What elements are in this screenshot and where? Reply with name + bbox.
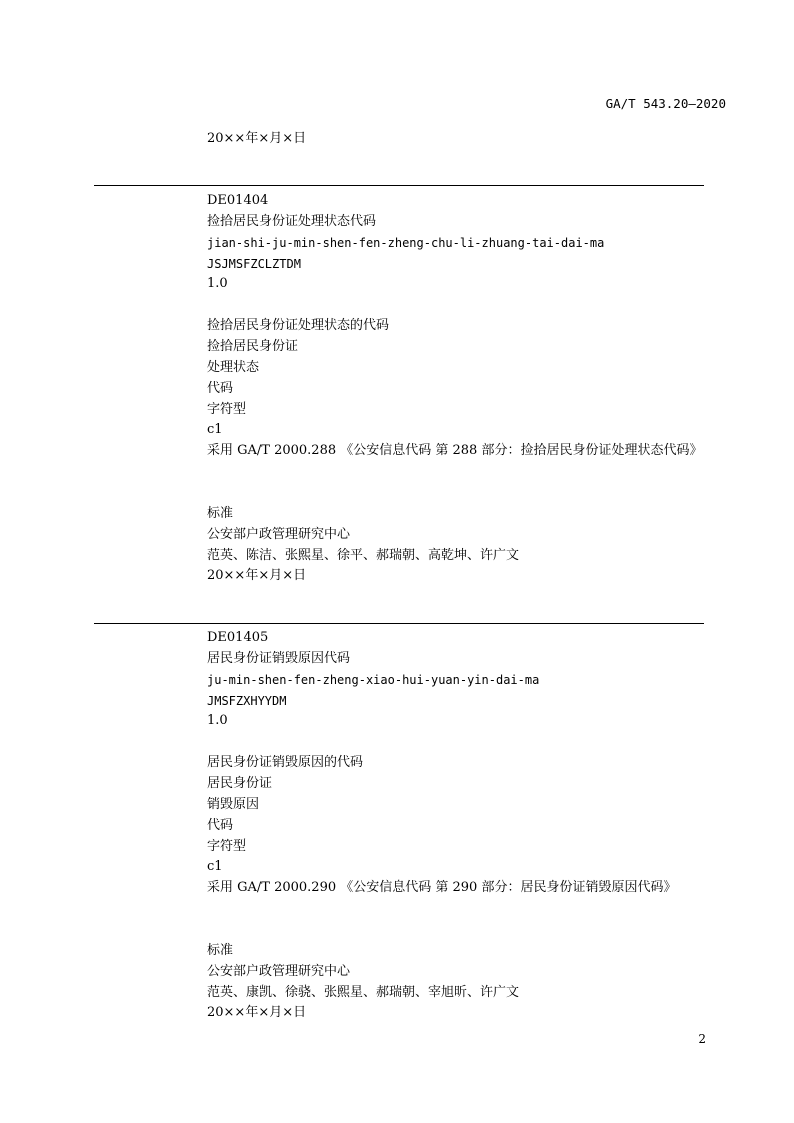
- field-value: 公安部户政管理研究中心: [207, 964, 351, 979]
- field-value: 捡拾居民身份证: [207, 339, 299, 354]
- field-value: 公安部户政管理研究中心: [207, 527, 351, 542]
- field-value: 捡拾居民身份证处理状态的代码: [207, 318, 390, 333]
- standard-code-header: GA/T 543.20—2020: [605, 96, 726, 111]
- field-value: 居民身份证: [207, 776, 273, 791]
- field-value: 捡拾居民身份证处理状态代码: [207, 214, 377, 229]
- field-value: ju-min-shen-fen-zheng-xiao-hui-yuan-yin-dai-ma: [207, 673, 540, 687]
- field-value: DE01404: [207, 193, 269, 208]
- field-value: 处理状态: [207, 360, 260, 375]
- field-value: 居民身份证销毁原因的代码: [207, 755, 364, 770]
- field-value: 20××年×月×日: [207, 568, 307, 583]
- field-value: 标准: [207, 506, 234, 521]
- separator-rule: [94, 185, 704, 186]
- approval-date-value: 20××年×月×日: [207, 131, 307, 146]
- field-value: jian-shi-ju-min-shen-fen-zheng-chu-li-zhuang-tai-dai-ma: [207, 236, 605, 250]
- field-value: 居民身份证销毁原因代码: [207, 651, 351, 666]
- field-value: 代码: [207, 381, 234, 396]
- field-value: JSJMSFZCLZTDM: [207, 257, 301, 271]
- field-value: 字符型: [207, 839, 247, 854]
- page-number: 2: [698, 1032, 706, 1046]
- field-value: 1.0: [207, 276, 228, 291]
- field-value: DE01405: [207, 630, 269, 645]
- field-value: 销毁原因: [207, 797, 260, 812]
- field-value: 采用 GA/T 2000.288 《公安信息代码 第 288 部分：捡拾居民身份证处理状态代码》: [207, 443, 703, 458]
- field-value: 1.0: [207, 713, 228, 728]
- field-value: 范英、陈洁、张熙星、徐平、郝瑞朝、高乾坤、许广文: [207, 548, 520, 563]
- field-value: JMSFZXHYYDM: [207, 694, 287, 708]
- field-value: 代码: [207, 818, 234, 833]
- separator-rule: [94, 623, 704, 624]
- field-value: 标准: [207, 943, 234, 958]
- field-value: c1: [207, 859, 223, 874]
- field-value: c1: [207, 422, 223, 437]
- field-value: 20××年×月×日: [207, 1005, 307, 1020]
- field-value: 字符型: [207, 402, 247, 417]
- field-value: 范英、康凯、徐骁、张熙星、郝瑞朝、宰旭昕、许广文: [207, 985, 520, 1000]
- field-value: 采用 GA/T 2000.290 《公安信息代码 第 290 部分：居民身份证销毁原因代码》: [207, 880, 677, 895]
